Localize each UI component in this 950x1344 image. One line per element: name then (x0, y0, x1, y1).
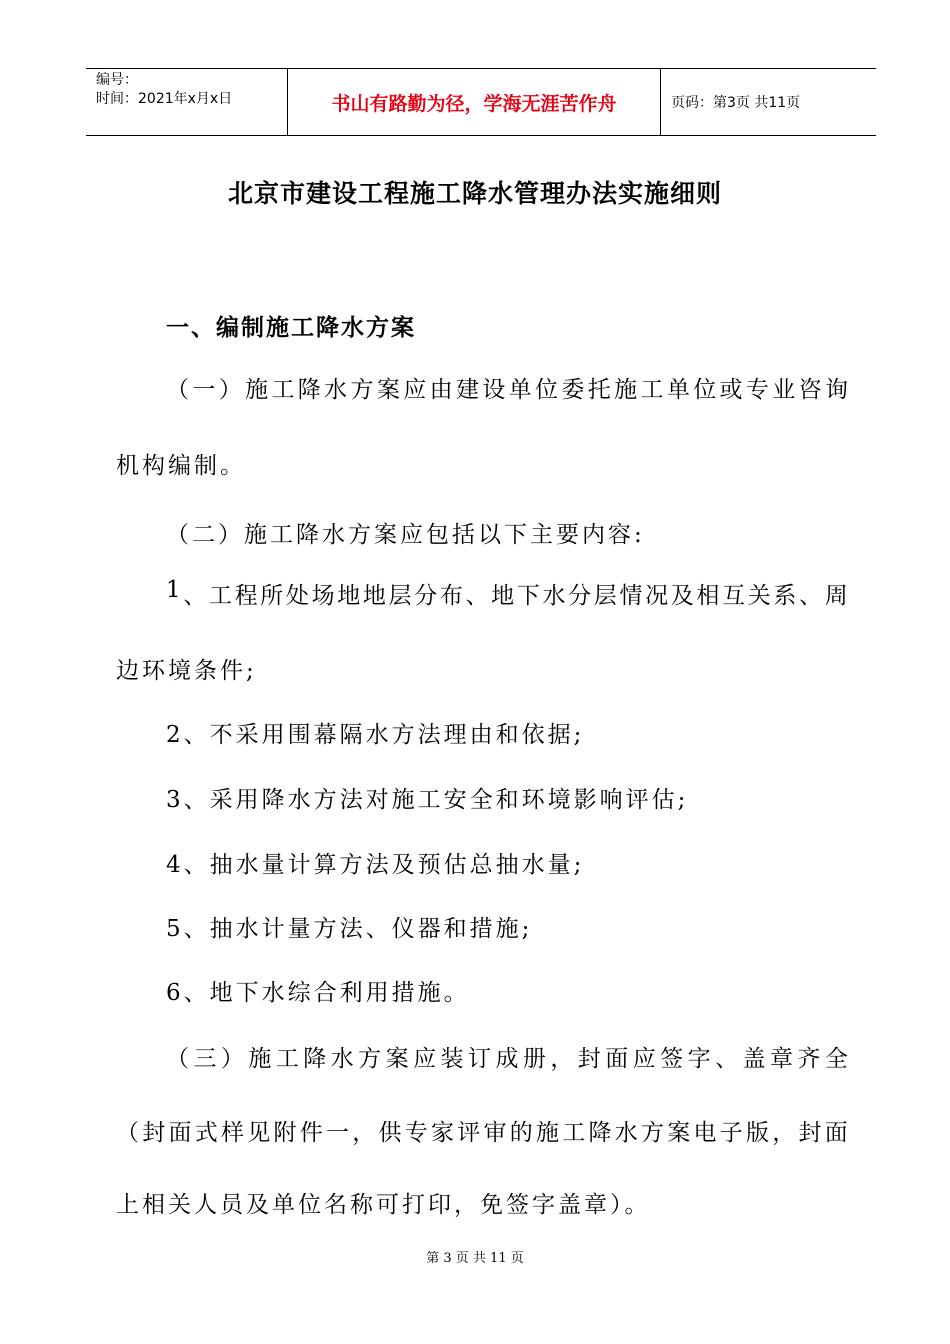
text-char: 分 (414, 583, 438, 609)
header-meta (86, 69, 288, 135)
text-char: 水 (614, 1120, 638, 1146)
text-char: 系 (773, 583, 797, 609)
paragraph-line (116, 1114, 848, 1147)
text-char: 式 (194, 1120, 218, 1146)
text-char: 三 (193, 1046, 217, 1072)
text-char: 见 (247, 1120, 271, 1146)
text-char: 工 (208, 583, 232, 609)
text-char: 工 (275, 1046, 299, 1072)
text-char: 层 (388, 583, 412, 609)
text-char: 位 (693, 377, 717, 403)
list-item: 2、不采用围幕隔水方法理由和依据; (166, 722, 585, 748)
text-char: 的 (509, 1120, 533, 1146)
text-char: 面 (168, 1120, 192, 1146)
text-char: 施 (245, 377, 269, 403)
text-char: 、 (465, 583, 489, 609)
text-char: 应 (413, 1046, 437, 1072)
text-char: 布 (439, 583, 463, 609)
text-char: 案 (385, 1046, 409, 1072)
text-char: 案 (376, 377, 400, 403)
text-char: 应 (632, 1046, 656, 1072)
text-char: 封 (577, 1046, 601, 1072)
text-char: 降 (297, 377, 321, 403)
text-char: 施 (248, 1046, 272, 1072)
text-char: 工 (562, 1120, 586, 1146)
text-char: 况 (645, 583, 669, 609)
text-char: ， (352, 1120, 376, 1146)
text-char: 托 (587, 377, 611, 403)
text-char: 建 (455, 377, 479, 403)
text-char: 地 (491, 583, 515, 609)
text-char: 场 (311, 583, 335, 609)
list-item: 4、抽水量计算方法及预估总抽水量; (166, 852, 585, 878)
text-char: 工 (271, 377, 295, 403)
text-char: 审 (483, 1120, 507, 1146)
text-char: 齐 (797, 1046, 821, 1072)
text-char: ， (772, 1120, 796, 1146)
paragraph-line: 机构编制。 (116, 453, 246, 479)
text-char: 程 (234, 583, 258, 609)
text-char: 由 (429, 377, 453, 403)
text-char: 周 (824, 583, 848, 609)
text-char: 子 (719, 1120, 743, 1146)
paragraph-line (166, 371, 848, 404)
text-char: 家 (431, 1120, 454, 1146)
text-char: 水 (330, 1046, 354, 1072)
header-page-info: 页码：第3页 共11页 (671, 95, 801, 111)
text-char: 面 (605, 1046, 629, 1072)
paragraph-line: 边环境条件; (116, 658, 257, 684)
page-header (86, 68, 876, 136)
text-char: 评 (457, 1120, 481, 1146)
header-motto: 书山有路勤为径，学海无涯苦作舟 (288, 69, 661, 135)
text-char: 应 (403, 377, 427, 403)
text-char: 业 (772, 377, 796, 403)
list-item: 6、地下水综合利用措施。 (166, 980, 470, 1006)
text-char: 方 (350, 377, 374, 403)
text-char: 封 (798, 1120, 822, 1146)
text-char: 位 (535, 377, 559, 403)
text-char: 章 (769, 1046, 793, 1072)
text-char: 装 (440, 1046, 464, 1072)
paragraph-line (166, 1040, 848, 1073)
text-char: 、 (183, 583, 207, 609)
text-char: 处 (285, 583, 309, 609)
text-char: 附 (273, 1120, 297, 1146)
text-char: 案 (667, 1120, 691, 1146)
text-char: 电 (693, 1120, 717, 1146)
text-char: 层 (593, 583, 617, 609)
text-char: 互 (722, 583, 746, 609)
text-char: 工 (640, 377, 664, 403)
text-char: 成 (495, 1046, 519, 1072)
text-char: 施 (614, 377, 638, 403)
text-char: 所 (260, 583, 284, 609)
text-char: 水 (324, 377, 348, 403)
text-char: 专 (404, 1120, 428, 1146)
text-char: 降 (303, 1046, 327, 1072)
paragraph-line: （二）施工降水方案应包括以下主要内容: (166, 522, 645, 548)
text-char: 水 (542, 583, 566, 609)
text-char: 地 (362, 583, 386, 609)
list-item: 3、采用降水方法对施工安全和环境影响评估; (166, 787, 689, 813)
text-char: 封 (142, 1120, 166, 1146)
list-item: 5、抽水计量方法、仪器和措施; (166, 916, 533, 942)
text-char: 全 (824, 1046, 848, 1072)
text-char: 降 (588, 1120, 612, 1146)
text-char: 、 (799, 583, 823, 609)
text-char: 册 (522, 1046, 546, 1072)
text-char: 单 (508, 377, 532, 403)
text-char: 单 (666, 377, 690, 403)
text-char: ， (550, 1046, 574, 1072)
text-char: 订 (467, 1046, 491, 1072)
text-char: 方 (358, 1046, 382, 1072)
text-char: 字 (687, 1046, 711, 1072)
number-label: 编号： (96, 72, 138, 88)
paragraph-line: 上相关人员及单位名称可打印，免签字盖章）。 (116, 1192, 651, 1218)
text-char: 地 (337, 583, 361, 609)
text-char: 1 (166, 577, 181, 603)
text-char: 专 (745, 377, 769, 403)
text-char: 样 (221, 1120, 244, 1146)
text-char: 相 (696, 583, 720, 609)
text-char: 咨 (798, 377, 822, 403)
text-char: 询 (824, 377, 848, 403)
text-char: 一 (192, 377, 216, 403)
text-char: 及 (670, 583, 694, 609)
text-char: 盖 (742, 1046, 766, 1072)
time-label: 时间：2021年x月x日 (96, 91, 233, 107)
text-char: 分 (568, 583, 592, 609)
section-heading: 一、编制施工降水方案 (166, 315, 416, 341)
text-char: 面 (824, 1120, 848, 1146)
text-char: 一 (326, 1120, 349, 1146)
text-char: 设 (482, 377, 506, 403)
text-char: 、 (715, 1046, 739, 1072)
page-footer: 第 3 页 共 11 页 (426, 1251, 524, 1266)
text-char: 版 (746, 1120, 769, 1146)
paragraph-line (166, 577, 848, 610)
text-char: （ (116, 1120, 139, 1146)
text-char: 情 (619, 583, 643, 609)
text-char: ） (220, 1046, 244, 1072)
text-char: 方 (641, 1120, 664, 1146)
text-char: 件 (299, 1120, 323, 1146)
text-char: 下 (516, 583, 540, 609)
text-char: （ (166, 1046, 189, 1072)
text-char: 或 (719, 377, 743, 403)
text-char: 关 (747, 583, 771, 609)
document-title: 北京市建设工程施工降水管理办法实施细则 (227, 179, 722, 208)
text-char: 委 (561, 377, 585, 403)
text-char: ） (218, 377, 242, 403)
text-char: （ (166, 377, 189, 403)
text-char: 签 (660, 1046, 684, 1072)
text-char: 施 (536, 1120, 559, 1146)
text-char: 供 (378, 1120, 402, 1146)
